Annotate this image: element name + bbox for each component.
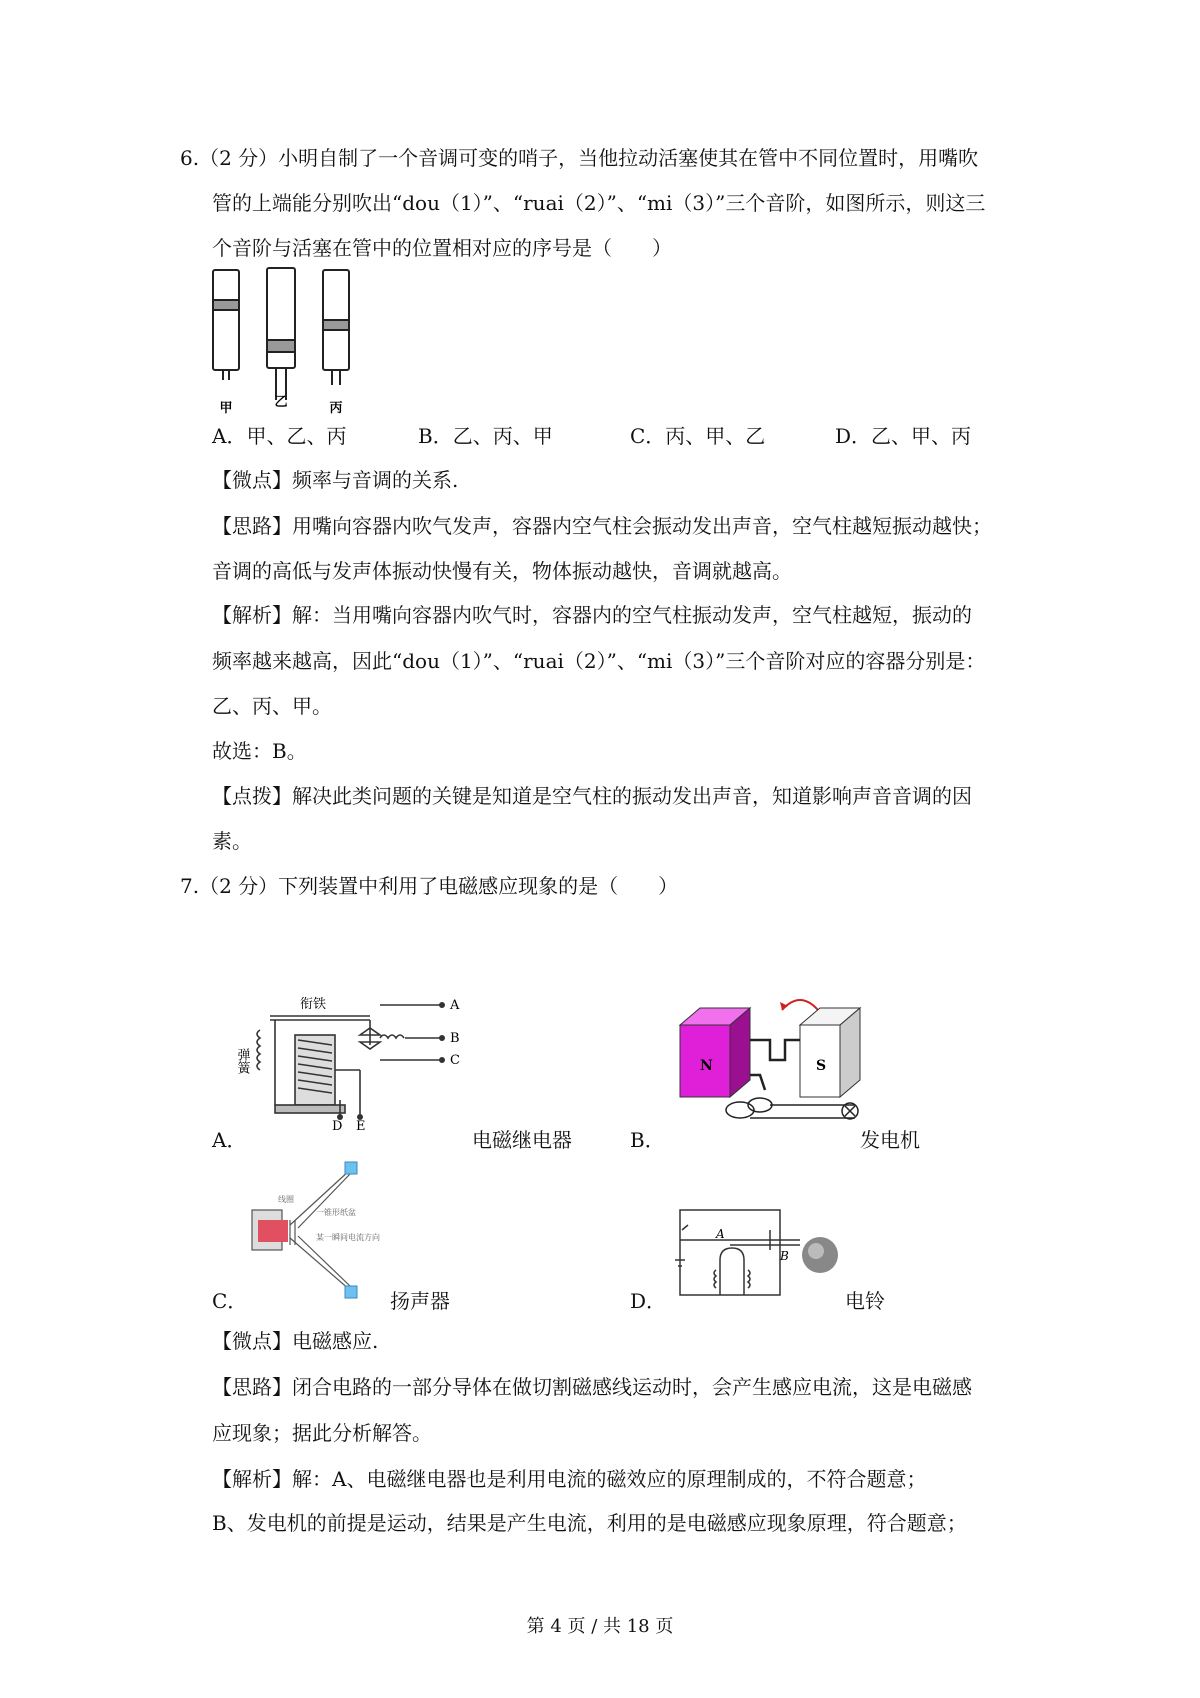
bell-label-a: A bbox=[716, 1227, 725, 1241]
q6-jiexi-line-1: 【解析】解：当用嘴向容器内吹气时，容器内的空气柱振动发声，空气柱越短，振动的 bbox=[212, 603, 972, 627]
q6-stem-line-3: 个音阶与活塞在管中的位置相对应的序号是（ ） bbox=[212, 236, 672, 260]
q7-option-b-name: 发电机 bbox=[860, 1128, 920, 1152]
q6-jiexi-line-3: 乙、丙、甲。 bbox=[212, 694, 332, 718]
relay-terminal-b: B bbox=[450, 1031, 460, 1046]
relay-armature-label: 衔铁 bbox=[300, 997, 327, 1012]
q7-weidian: 【微点】电磁感应. bbox=[212, 1329, 379, 1353]
speaker-coil-label: 线圈 bbox=[278, 1195, 294, 1204]
q6-stem-line-2: 管的上端能分别吹出“dou（1）”、“ruai（2）”、“mi（3）”三个音阶，如图所示，则这三 bbox=[212, 191, 986, 215]
tube-label-jia: 甲 bbox=[219, 401, 233, 416]
q6-answer: 故选：B。 bbox=[212, 739, 307, 763]
q6-option-b: B．乙、丙、甲 bbox=[418, 424, 553, 448]
q7-option-a-name: 电磁继电器 bbox=[472, 1128, 572, 1152]
generator-north-label: N bbox=[700, 1058, 713, 1074]
generator-figure bbox=[670, 980, 870, 1130]
generator-south-label: S bbox=[816, 1058, 827, 1074]
q6-weidian: 【微点】频率与音调的关系. bbox=[212, 468, 459, 492]
q6-stem-line-1: 6.（2 分）小明自制了一个音调可变的哨子，当他拉动活塞使其在管中不同位置时，用嘴吹 bbox=[180, 146, 979, 170]
q7-silu-line-1: 【思路】闭合电路的一部分导体在做切割磁感线运动时，会产生感应电流，这是电磁感 bbox=[212, 1375, 972, 1399]
q6-silu-line-1: 【思路】用嘴向容器内吹气发声，容器内空气柱会振动发出声音，空气柱越短振动越快； bbox=[212, 514, 992, 538]
q7-option-c-letter: C． bbox=[212, 1289, 248, 1313]
q6-dianbo-line-2: 素。 bbox=[212, 829, 252, 853]
relay-figure bbox=[234, 990, 470, 1134]
bell-figure bbox=[670, 1200, 850, 1310]
q6-silu-line-2: 音调的高低与发声体振动快慢有关，物体振动越快，音调就越高。 bbox=[212, 559, 792, 583]
relay-terminal-e: E bbox=[356, 1119, 366, 1134]
q7-stem: 7.（2 分）下列装置中利用了电磁感应现象的是（ ） bbox=[180, 874, 679, 898]
q6-jiexi-line-2: 频率越来越高，因此“dou（1）”、“ruai（2）”、“mi（3）”三个音阶对应的容器分别是： bbox=[212, 649, 986, 673]
relay-terminal-a: A bbox=[450, 998, 460, 1013]
page-footer: 第 4 页 / 共 18 页 bbox=[526, 1616, 674, 1637]
q7-option-d-name: 电铃 bbox=[845, 1289, 885, 1313]
speaker-current-label: 某一瞬间电流方向 bbox=[316, 1233, 380, 1242]
bell-label-b: B bbox=[780, 1249, 789, 1263]
q6-option-c: C．丙、甲、乙 bbox=[630, 424, 766, 448]
speaker-figure bbox=[250, 1160, 400, 1300]
q7-option-d-letter: D． bbox=[630, 1289, 667, 1313]
q7-option-b-letter: B． bbox=[630, 1128, 665, 1152]
q6-option-a: A．甲、乙、丙 bbox=[212, 424, 347, 448]
q7-silu-line-2: 应现象；据此分析解答。 bbox=[212, 1421, 432, 1445]
speaker-cone-label: 一锥形纸盆 bbox=[316, 1208, 356, 1217]
q6-option-d: D．乙、甲、丙 bbox=[835, 424, 972, 448]
q7-option-c-name: 扬声器 bbox=[390, 1289, 450, 1313]
q6-tubes-figure bbox=[205, 260, 375, 415]
relay-spring-label: 弹簧 bbox=[234, 1048, 250, 1074]
q6-dianbo-line-1: 【点拨】解决此类问题的关键是知道是空气柱的振动发出声音，知道影响声音音调的因 bbox=[212, 784, 972, 808]
q7-jiexi-line-1: 【解析】解：A、电磁继电器也是利用电流的磁效应的原理制成的，不符合题意； bbox=[212, 1467, 927, 1491]
tube-label-bing: 丙 bbox=[329, 401, 343, 416]
relay-terminal-d: D bbox=[332, 1119, 343, 1134]
relay-terminal-c: C bbox=[450, 1053, 460, 1068]
q7-option-a-letter: A． bbox=[212, 1128, 247, 1152]
tube-label-yi: 乙 bbox=[274, 395, 288, 410]
q7-jiexi-line-2: B、发电机的前提是运动，结果是产生电流，利用的是电磁感应现象原理，符合题意； bbox=[212, 1511, 967, 1535]
